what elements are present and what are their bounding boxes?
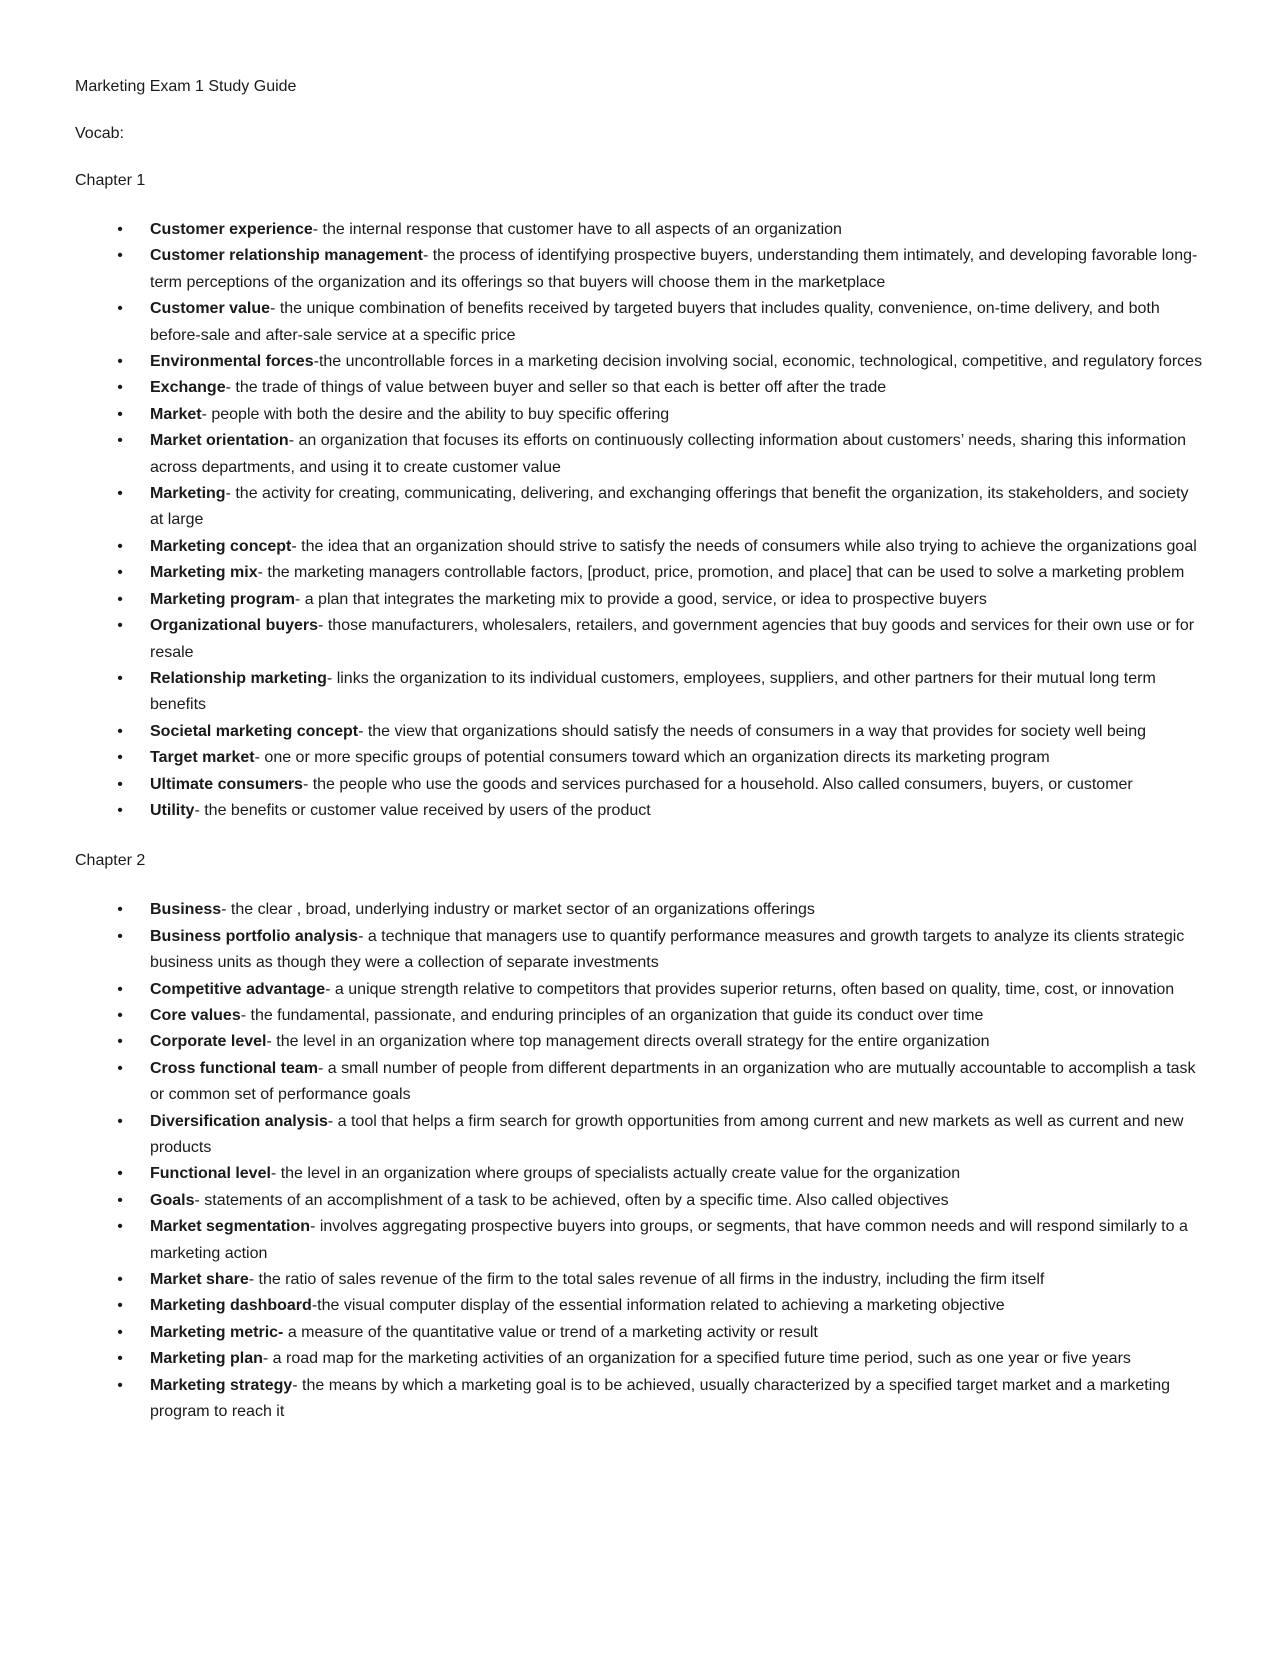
bullet-icon: • (117, 1191, 123, 1209)
vocab-definition: - the marketing managers controllable factors, [product, price, promotion, and place] that can be used to solve a marketing problem (257, 564, 1185, 582)
vocab-definition: - the means by which a marketing goal is to be achieved, usually characterized by a specified target market and a marketing program to reach it (150, 1376, 1171, 1421)
vocab-term: Customer relationship management (150, 247, 423, 265)
vocab-definition: - the unique combination of benefits received by targeted buyers that includes quality, convenience, on-time delivery, and both before-sale and after-sale service at a specific price (150, 300, 1160, 344)
vocab-item (75, 217, 1204, 243)
bullet-icon: • (117, 1059, 123, 1077)
vocab-term: Marketing program (150, 590, 295, 608)
vocab-item (75, 719, 1204, 745)
vocab-term: Competitive advantage (150, 980, 326, 998)
vocab-term: Goals (150, 1191, 195, 1209)
bullet-icon: • (117, 722, 123, 740)
vocab-term: Business (150, 901, 222, 919)
vocab-item (75, 560, 1204, 586)
chapter-heading: Chapter 2 (75, 852, 146, 870)
vocab-term: Ultimate consumers (150, 775, 303, 793)
vocab-definition: - a plan that integrates the marketing mix to provide a good, service, or idea to prospective buyers (294, 590, 987, 608)
vocab-term: Marketing plan (150, 1350, 263, 1368)
bullet-icon: • (117, 1033, 123, 1051)
vocab-definition: - one or more specific groups of potential consumers toward which an organization directs its marketing program (254, 749, 1050, 767)
vocab-item (75, 428, 1204, 481)
bullet-icon: • (117, 1297, 123, 1315)
bullet-icon: • (117, 1112, 123, 1130)
vocab-definition: - the people who use the goods and services purchased for a household. Also called consumers, buyers, or customer (302, 775, 1133, 793)
vocab-term: Target market (150, 749, 255, 767)
bullet-icon: • (117, 564, 123, 582)
vocab-term: Core values (150, 1006, 241, 1024)
vocab-definition: - a tool that helps a firm search for growth opportunities from among current and new markets as well as current and new products (150, 1112, 1184, 1156)
bullet-icon: • (117, 980, 123, 998)
vocab-item (75, 1320, 1204, 1346)
vocab-term: Organizational buyers (150, 617, 319, 635)
vocab-definition: - the activity for creating, communicating, delivering, and exchanging offerings that benefit the organization, its stakeholders, and society at large (150, 485, 1189, 529)
vocab-list (75, 217, 1204, 824)
vocab-definition: - the fundamental, passionate, and enduring principles of an organization that guide its conduct over time (240, 1006, 984, 1024)
vocab-definition: - a unique strength relative to competitors that provides superior returns, often based on quality, time, cost, or innovation (325, 980, 1175, 998)
bullet-icon: • (117, 537, 123, 555)
bullet-icon: • (117, 247, 123, 265)
vocab-term: Environmental forces (150, 353, 314, 371)
vocab-item (75, 613, 1204, 666)
vocab-term: Marketing metric- (150, 1323, 284, 1341)
vocab-item (75, 534, 1204, 560)
vocab-item (75, 587, 1204, 613)
vocab-item (75, 481, 1204, 534)
vocab-term: Exchange (150, 379, 226, 397)
bullet-icon: • (117, 801, 123, 819)
vocab-label: Vocab: (75, 125, 124, 142)
vocab-definition: - the benefits or customer value received by users of the product (194, 801, 651, 819)
vocab-term: Cross functional team (150, 1059, 319, 1077)
vocab-item (75, 1003, 1204, 1029)
vocab-definition: - people with both the desire and the ability to buy specific offering (201, 405, 670, 423)
vocab-item (75, 798, 1204, 824)
vocab-item (75, 375, 1204, 401)
bullet-icon: • (117, 927, 123, 945)
chapter-heading: Chapter 1 (75, 172, 146, 189)
chapters-container (75, 170, 1204, 1425)
vocab-definition: - a road map for the marketing activities of an organization for a specified future time period, such as one year or five years (262, 1350, 1131, 1368)
vocab-item (75, 1161, 1204, 1187)
vocab-term: Marketing dashboard (150, 1297, 312, 1315)
vocab-item (75, 745, 1204, 771)
bullet-icon: • (117, 1006, 123, 1024)
bullet-icon: • (117, 749, 123, 767)
bullet-icon: • (117, 1218, 123, 1236)
bullet-icon: • (117, 353, 123, 371)
vocab-term: Market (150, 405, 202, 423)
vocab-term: Customer experience (150, 221, 313, 238)
vocab-item (75, 897, 1204, 923)
vocab-item (75, 1346, 1204, 1372)
vocab-item (75, 924, 1204, 977)
vocab-term: Customer value (150, 300, 271, 318)
vocab-item (75, 1109, 1204, 1162)
bullet-icon: • (117, 901, 123, 919)
bullet-icon: • (117, 485, 123, 503)
vocab-term: Marketing strategy (150, 1376, 293, 1394)
vocab-item (75, 1029, 1204, 1055)
bullet-icon: • (117, 432, 123, 450)
bullet-icon: • (117, 590, 123, 608)
bullet-icon: • (117, 1376, 123, 1394)
vocab-definition: - the clear , broad, underlying industry or market sector of an organizations offerings (221, 901, 815, 919)
vocab-item (75, 666, 1204, 719)
bullet-icon: • (117, 1165, 123, 1183)
vocab-item (75, 243, 1204, 296)
vocab-definition: - the level in an organization where top management directs overall strategy for the entire organization (266, 1033, 990, 1051)
vocab-definition: -the visual computer display of the essential information related to achieving a marketing objective (311, 1297, 1005, 1315)
vocab-definition: - the internal response that customer have to all aspects of an organization (312, 221, 842, 238)
vocab-item (75, 1188, 1204, 1214)
vocab-definition: - those manufacturers, wholesalers, retailers, and government agencies that buy goods and services for their own use or for resale (150, 617, 1195, 661)
vocab-term: Marketing mix (150, 564, 258, 582)
vocab-term: Marketing concept (150, 537, 292, 555)
bullet-icon: • (117, 379, 123, 397)
vocab-item (75, 1056, 1204, 1109)
vocab-definition: - an organization that focuses its efforts on continuously collecting information about customers’ needs, sharing this information across departments, and using it to create customer value (150, 432, 1187, 476)
vocab-term: Corporate level (150, 1033, 267, 1051)
vocab-definition: a measure of the quantitative value or trend of a marketing activity or result (283, 1323, 818, 1341)
bullet-icon: • (117, 1323, 123, 1341)
bullet-icon: • (117, 221, 123, 238)
vocab-item (75, 1214, 1204, 1267)
vocab-item (75, 402, 1204, 428)
vocab-definition: -the uncontrollable forces in a marketing decision involving social, economic, technological, competitive, and regulatory forces (313, 353, 1203, 371)
bullet-icon: • (117, 300, 123, 318)
vocab-item (75, 1373, 1204, 1426)
vocab-definition: - statements of an accomplishment of a task to be achieved, often by a specific time. Also called objectives (194, 1191, 949, 1209)
bullet-icon: • (117, 1350, 123, 1368)
vocab-term: Functional level (150, 1165, 271, 1183)
vocab-definition: - the view that organizations should satisfy the needs of consumers in a way that provides for society well being (358, 722, 1147, 740)
bullet-icon: • (117, 405, 123, 423)
vocab-definition: - a small number of people from different departments in an organization who are mutually accountable to accomplish a task or common set of performance goals (150, 1059, 1196, 1104)
vocab-item (75, 296, 1204, 349)
bullet-icon: • (117, 669, 123, 687)
vocab-term: Societal marketing concept (150, 722, 359, 740)
vocab-definition: - the idea that an organization should strive to satisfy the needs of consumers while also trying to achieve the organizations goal (291, 537, 1197, 555)
vocab-definition: - the process of identifying prospective buyers, understanding them intimately, and developing favorable long-term perceptions of the organization and its offerings so that buyers will choose them in the marketplace (150, 247, 1198, 291)
vocab-item (75, 349, 1204, 375)
document-title: Marketing Exam 1 Study Guide (75, 78, 297, 95)
vocab-term: Market share (150, 1271, 249, 1289)
vocab-item (75, 772, 1204, 798)
vocab-definition: - links the organization to its individual customers, employees, suppliers, and other partners for their mutual long term benefits (150, 669, 1156, 714)
vocab-term: Diversification analysis (150, 1112, 328, 1130)
vocab-definition: - the level in an organization where groups of specialists actually create value for the organization (270, 1165, 961, 1183)
vocab-term: Market segmentation (150, 1218, 311, 1236)
bullet-icon: • (117, 775, 123, 793)
vocab-term: Business portfolio analysis (150, 927, 359, 945)
vocab-term: Market orientation (150, 432, 289, 450)
vocab-item (75, 977, 1204, 1003)
vocab-definition: - the trade of things of value between buyer and seller so that each is better off after the trade (225, 379, 887, 397)
vocab-item (75, 1267, 1204, 1293)
vocab-term: Utility (150, 801, 195, 819)
vocab-definition: - involves aggregating prospective buyers into groups, or segments, that have common needs and will respond similarly to a marketing action (150, 1218, 1188, 1262)
vocab-definition: - the ratio of sales revenue of the firm to the total sales revenue of all firms in the industry, including the firm itself (248, 1271, 1045, 1289)
bullet-icon: • (117, 617, 123, 635)
vocab-definition: - a technique that managers use to quantify performance measures and growth targets to analyze its clients strategic business units as though they were a collection of separate investments (150, 927, 1185, 972)
vocab-term: Relationship marketing (150, 669, 327, 687)
vocab-list (75, 897, 1204, 1425)
bullet-icon: • (117, 1271, 123, 1289)
vocab-term: Marketing (150, 485, 226, 503)
vocab-item (75, 1293, 1204, 1319)
